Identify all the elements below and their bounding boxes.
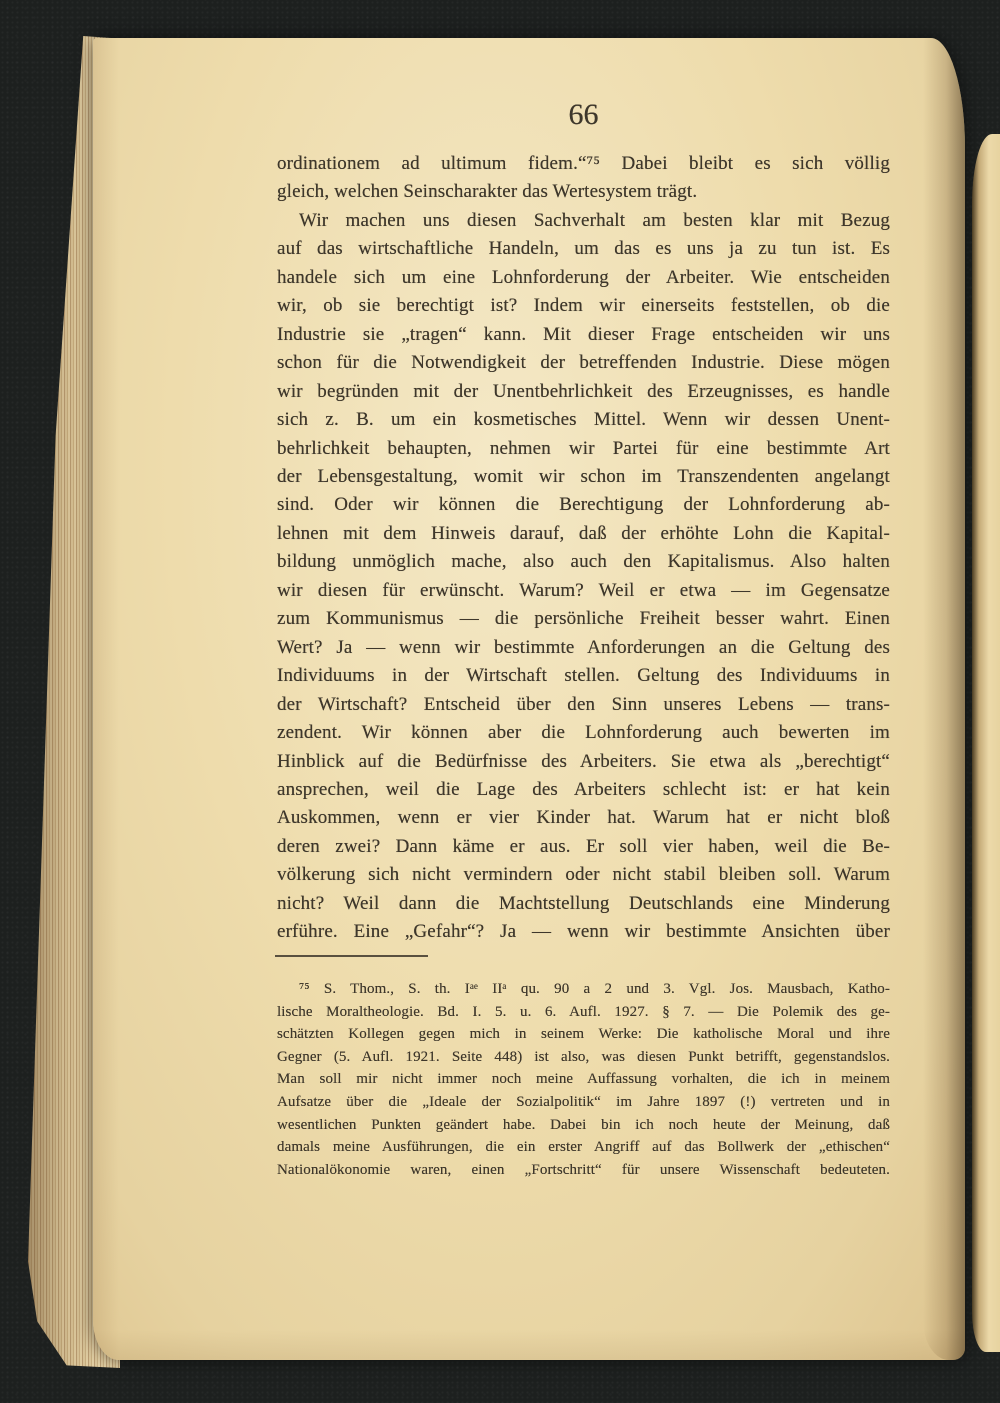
body-text-line: behrlichkeit behaupten, nehmen wir Partei für eine bestimmte Art (277, 437, 890, 459)
body-text-line: Auskommen, wenn er vier Kinder hat. Warum hat er nicht bloß (277, 807, 890, 829)
body-text-line: Individuums in der Wirtschaft stellen. Geltung des Individuums in (277, 665, 890, 687)
body-text-line: völkerung sich nicht vermindern oder nicht stabil bleiben soll. Warum (277, 864, 890, 886)
footnote-text (277, 978, 890, 1181)
body-text-line: schon für die Notwendigkeit der betreffenden Industrie. Diese mögen (277, 352, 890, 374)
body-text-line: deren zwei? Dann käme er aus. Er soll vier haben, weil die Be- (277, 835, 890, 857)
body-text-line: sich z. B. um ein kosmetisches Mittel. Wenn wir dessen Unent- (277, 409, 890, 431)
footnote-line: Gegner (5. Aufl. 1921. Seite 448) ist also, was diesen Punkt betrifft, gegenstandslos. (277, 1048, 890, 1065)
page-number: 66 (568, 98, 599, 131)
body-text-line: nicht? Weil dann die Machtstellung Deutschlands eine Minderung (277, 892, 890, 914)
footnote-line: wesentlichen Punkten geändert habe. Dabei bin ich noch heute der Meinung, daß (277, 1116, 890, 1133)
body-text-line: wir diesen für erwünscht. Warum? Weil er etwa — im Gegensatze (277, 579, 890, 601)
body-text-line: Industrie sie „tragen“ kann. Mit dieser Frage entscheiden wir uns (277, 323, 890, 345)
body-text-line: lehnen mit dem Hinweis darauf, daß der erhöhte Lohn die Kapital- (277, 522, 890, 544)
footnote-line: Aufsatze über die „Ideale der Sozialpolitik“ im Jahre 1897 (!) vertreten und in (277, 1093, 890, 1110)
body-text-line: der Wirtschaft? Entscheid über den Sinn unseres Lebens — trans- (277, 693, 890, 715)
body-text-line: Wert? Ja — wenn wir bestimmte Anforderungen an die Geltung des (277, 636, 890, 658)
footnote-line: damals meine Ausführungen, die ein erster Angriff auf das Bollwerk der „ethischen“ (277, 1139, 890, 1156)
body-text-line: Hinblick auf die Bedürfnisse des Arbeiters. Sie etwa als „berechtigt“ (277, 750, 890, 772)
facing-page-edge (972, 134, 1000, 1352)
footnote-line: ⁷⁵ S. Thom., S. th. Iᵃᵉ IIᵃ qu. 90 a 2 und 3. Vgl. Jos. Mausbach, Katho- (299, 981, 890, 997)
footnote-line: Man soll mir nicht immer noch meine Auffassung vorhalten, die ich in meinem (277, 1071, 890, 1088)
footnote-line: schätzten Kollegen gegen mich in seinem Werke: Die katholische Moral und ihre (277, 1026, 890, 1043)
footnote-line: lische Moraltheologie. Bd. I. 5. u. 6. Aufl. 1927. § 7. — Die Polemik des ge- (277, 1003, 890, 1020)
body-text-line: zum Kommunismus — die persönliche Freiheit besser wahrt. Einen (277, 608, 890, 630)
book-page (93, 38, 965, 1360)
body-text-line: bildung unmöglich mache, also auch den Kapitalismus. Also halten (277, 551, 890, 573)
footnote-line: Nationalökonomie waren, einen „Fortschritt“ für unsere Wissenschaft bedeuteten. (277, 1161, 890, 1178)
body-text-line: auf das wirtschaftliche Handeln, um das es uns ja zu tun ist. Es (277, 238, 890, 260)
gutter-shadow (923, 38, 965, 1360)
body-text-line: wir, ob sie berechtigt ist? Indem wir einerseits feststellen, ob die (277, 295, 890, 317)
footnote-separator (275, 955, 428, 957)
body-text-line: Wir machen uns diesen Sachverhalt am besten klar mit Bezug (299, 209, 890, 231)
body-text-line: zendent. Wir können aber die Lohnforderung auch bewerten im (277, 722, 890, 744)
body-text-line: der Lebensgestaltung, womit wir schon im Transzendenten angelangt (277, 465, 890, 487)
body-text-line: gleich, welchen Seinscharakter das Wertesystem trägt. (277, 181, 698, 203)
body-text-line: handele sich um eine Lohnforderung der Arbeiter. Wie entscheiden (277, 266, 890, 288)
body-text-line: erführe. Eine „Gefahr“? Ja — wenn wir bestimmte Ansichten über (277, 921, 890, 943)
body-text-line: wir begründen mit der Unentbehrlichkeit des Erzeugnisses, es handle (277, 380, 890, 402)
body-text-line: sind. Oder wir können die Berechtigung der Lohnforderung ab- (277, 494, 890, 516)
body-text-line: ordinationem ad ultimum fidem.“⁷⁵ Dabei bleibt es sich völlig (277, 153, 890, 174)
body-text (277, 150, 890, 947)
body-text-line: ansprechen, weil die Lage des Arbeiters schlecht ist: er hat kein (277, 778, 890, 800)
